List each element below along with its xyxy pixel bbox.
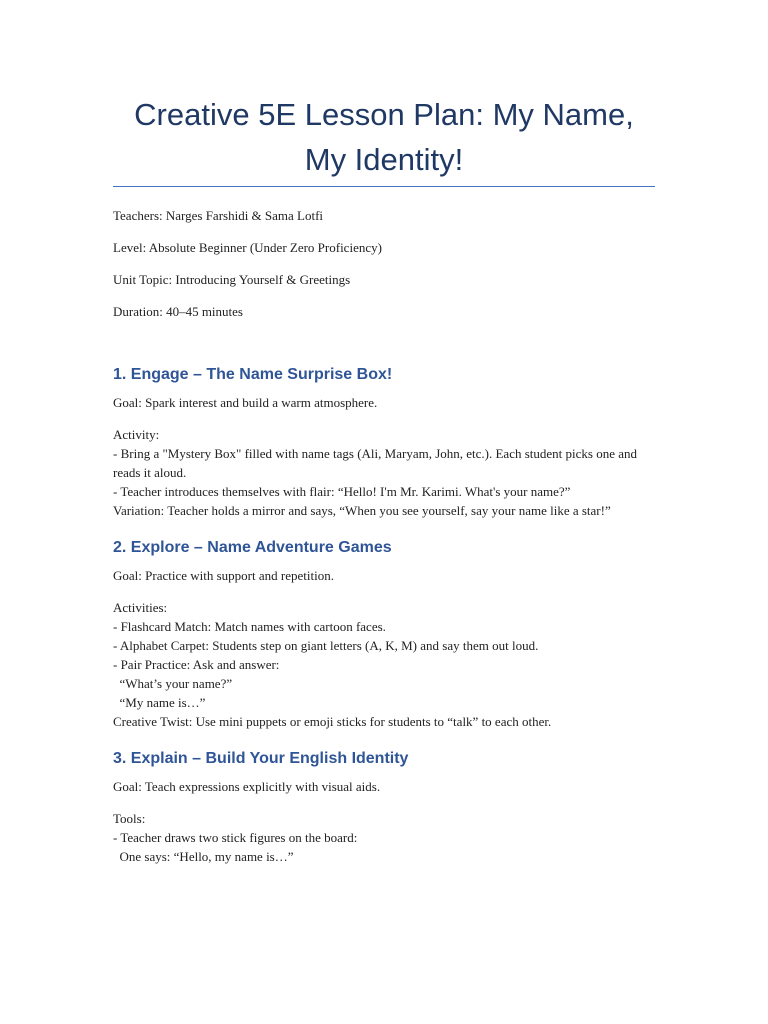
duration-line: Duration: 40–45 minutes	[113, 304, 243, 319]
document-title: Creative 5E Lesson Plan: My Name, My Identity!	[113, 92, 655, 187]
section-line: - Flashcard Match: Match names with cartoon faces.	[113, 619, 386, 634]
section-goal: Goal: Teach expressions explicitly with visual aids.	[113, 779, 381, 794]
section-line: “What’s your name?”	[113, 676, 233, 691]
section-line: - Teacher introduces themselves with flair: “Hello! I'm Mr. Karimi. What's your name?”	[113, 484, 571, 499]
section-explore	[113, 538, 655, 731]
section-line: Activities:	[113, 600, 168, 615]
lesson-sections	[113, 365, 655, 866]
section-line: Creative Twist: Use mini puppets or emoji sticks for students to “talk” to each other.	[113, 714, 552, 729]
unit-topic-line: Unit Topic: Introducing Yourself & Greetings	[113, 272, 351, 287]
teachers-line: Teachers: Narges Farshidi & Sama Lotfi	[113, 208, 324, 223]
section-line: Variation: Teacher holds a mirror and says, “When you see yourself, say your name like a star!”	[113, 503, 611, 518]
document-page	[113, 92, 655, 884]
section-goal: Goal: Spark interest and build a warm atmosphere.	[113, 395, 378, 410]
section-line: - Pair Practice: Ask and answer:	[113, 657, 280, 672]
section-heading: 1. Engage – The Name Surprise Box!	[113, 366, 393, 383]
section-line: - Alphabet Carpet: Students step on giant letters (A, K, M) and say them out loud.	[113, 638, 539, 653]
section-heading: 2. Explore – Name Adventure Games	[113, 539, 392, 556]
section-line: Activity:	[113, 427, 160, 442]
section-heading: 3. Explain – Build Your English Identity	[113, 750, 409, 767]
section-explain	[113, 749, 655, 866]
section-engage	[113, 365, 655, 520]
section-line: “My name is…”	[113, 695, 206, 710]
section-line: One says: “Hello, my name is…”	[113, 849, 294, 864]
section-line: - Teacher draws two stick figures on the board:	[113, 830, 358, 845]
section-goal: Goal: Practice with support and repetition.	[113, 568, 334, 583]
lesson-info	[113, 207, 655, 321]
level-line: Level: Absolute Beginner (Under Zero Proficiency)	[113, 240, 382, 255]
section-line: Tools:	[113, 811, 146, 826]
section-line: - Bring a "Mystery Box" filled with name tags (Ali, Maryam, John, etc.). Each student picks one and reads it aloud.	[113, 446, 641, 480]
